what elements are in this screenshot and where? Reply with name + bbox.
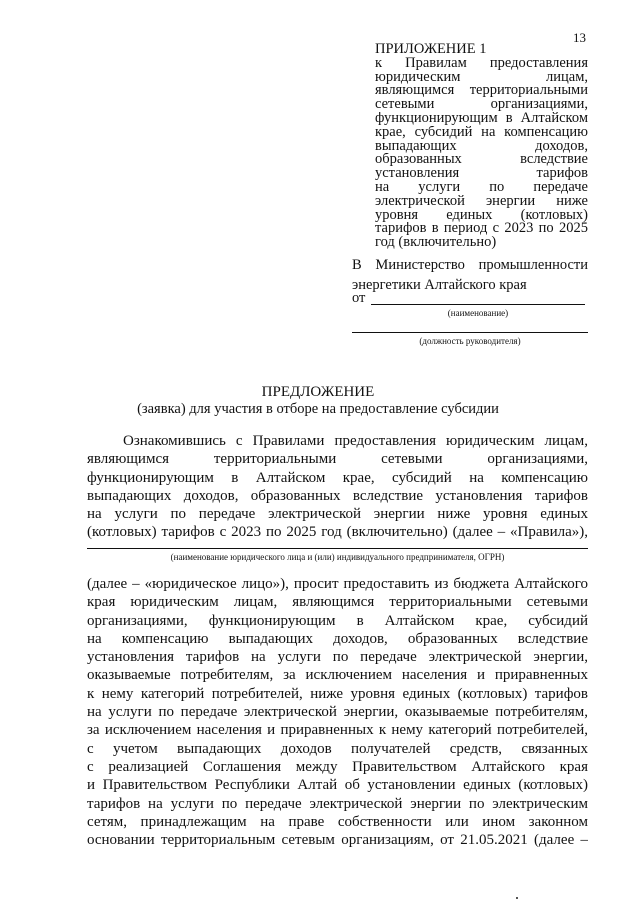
appendix-line: на услуги по передаче bbox=[375, 180, 588, 195]
appendix-line: являющимся территориальными bbox=[375, 84, 588, 99]
body-line: (далее – «юридическое лицо»), просит предоставить из бюджета Алтайского bbox=[87, 576, 588, 592]
body-line: установления тарифов на услуги по передаче электрической энергии, bbox=[87, 649, 588, 666]
appendix-line: крае, субсидий на компенсацию bbox=[375, 125, 588, 140]
body-paragraph-1 bbox=[87, 432, 588, 542]
body-line: с учетом выпадающих доходов получателей средств, связанных bbox=[87, 740, 588, 757]
scan-speck bbox=[516, 897, 518, 899]
body-line: к нему категорий потребителей, ниже уровня единых (котловых) тарифов bbox=[87, 685, 588, 702]
appendix-line: тарифов в период с 2023 по 2025 bbox=[375, 222, 588, 237]
body-line: на услуги по передаче электрической энергии, оказываемые потребителям, bbox=[87, 704, 588, 721]
body-line: оказываемые потребителям, за исключением населения и приравненных bbox=[87, 667, 588, 684]
body-line: являющимся территориальными сетевыми организациями, bbox=[87, 451, 588, 468]
head-position-caption: (должность руководителя) bbox=[419, 336, 521, 346]
body-paragraph-2 bbox=[87, 575, 588, 849]
entity-blank-line bbox=[87, 548, 588, 549]
body-line: и Правительством Республики Алтай об установлении единых (котловых) bbox=[87, 777, 588, 794]
entity-caption: (наименование юридического лица и (или) индивидуального предпринимателя, ОГРН) bbox=[170, 552, 505, 562]
appendix-line: образованных вследствие bbox=[375, 153, 588, 168]
appendix-line: уровня единых (котловых) bbox=[375, 208, 588, 223]
body-line: функционирующим в Алтайском крае, субсидий на компенсацию bbox=[87, 469, 588, 486]
name-blank-line bbox=[371, 304, 585, 305]
name-caption: (наименование) bbox=[447, 308, 509, 318]
body-line: на компенсацию выпадающих доходов, образованных вследствие bbox=[87, 630, 588, 647]
appendix-line: к Правилам предоставления bbox=[375, 56, 588, 71]
appendix-line: электрической энергии ниже bbox=[375, 194, 588, 209]
body-line: края юридическим лицам, являющимся территориальными сетевыми bbox=[87, 594, 588, 611]
document-subtitle: (заявка) для участия в отборе на предоставление субсидии bbox=[137, 401, 499, 417]
document-title: ПРЕДЛОЖЕНИЕ bbox=[261, 384, 375, 400]
head-position-blank-line bbox=[352, 332, 588, 333]
appendix-line: сетевыми организациями, bbox=[375, 98, 588, 112]
body-line: за исключением населения и приравненных к нему категорий потребителей, bbox=[87, 722, 588, 739]
body-line: основании территориальным сетевым организациям, от 21.05.2021 (далее – bbox=[87, 832, 588, 849]
from-label: от bbox=[352, 290, 366, 306]
body-line: сетям, принадлежащим на праве собственности или ином законном bbox=[87, 813, 588, 830]
appendix-header bbox=[375, 43, 588, 250]
body-line: Ознакомившись с Правилами предоставления юридическим лицам, bbox=[123, 433, 588, 449]
recipient-line: энергетики Алтайского края bbox=[352, 277, 527, 293]
appendix-line: год (включительно) bbox=[375, 236, 497, 250]
body-line: тарифов на услуги по передаче электрической энергии по электрическим bbox=[87, 795, 588, 812]
appendix-line: выпадающих доходов, bbox=[375, 139, 588, 154]
recipient-block bbox=[352, 255, 588, 295]
body-line: на услуги по передаче электрической энергии ниже уровня единых bbox=[87, 506, 588, 523]
appendix-line: юридическим лицам, bbox=[375, 70, 588, 85]
appendix-line: функционирующим в Алтайском bbox=[375, 111, 588, 126]
page-number: 13 bbox=[573, 30, 586, 45]
appendix-line: установления тарифов bbox=[375, 167, 588, 181]
body-line: выпадающих доходов, образованных вследствие установления тарифов bbox=[87, 487, 588, 504]
body-line: организациями, функционирующим в Алтайском крае, субсидий bbox=[87, 612, 588, 629]
recipient-line: В Министерство промышленности bbox=[352, 257, 588, 273]
appendix-line: ПРИЛОЖЕНИЕ 1 bbox=[375, 43, 487, 57]
body-line: с реализацией Соглашения между Правительством Алтайского края bbox=[87, 758, 588, 775]
body-line: (котловых) тарифов с 2023 по 2025 год (включительно) (далее – «Правила»), bbox=[87, 524, 588, 541]
